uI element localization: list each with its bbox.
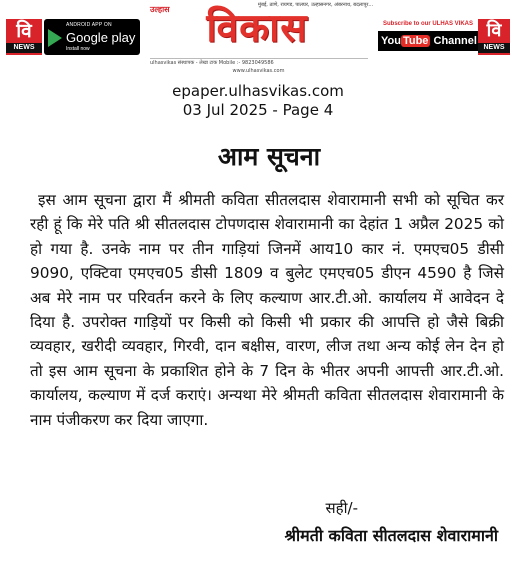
newspaper-header	[0, 0, 516, 76]
signatory-name: श्रीमती कविता सीतलदास शेवारामानी	[284, 526, 498, 545]
ulhas-vikas-logo-right	[478, 19, 510, 55]
store-small-text: ANDROID APP ON	[66, 22, 112, 28]
youtube-channel-label: Channel	[433, 35, 477, 47]
logo-glyph: वि	[16, 20, 32, 42]
masthead-info-strip: ulhasvikas संस्थापक - लेखा टाक Mobile :- 9823049586	[150, 58, 368, 68]
masthead-tagline: मुंबई, ठाणे, रायगड, पालघर, उल्हासनगर, अंबरनाथ, बदलापूर...	[258, 2, 374, 8]
notice-title: आम सूचना	[217, 142, 321, 171]
google-play-icon	[48, 29, 62, 47]
app-download-ad[interactable]	[6, 19, 136, 55]
youtube-channel-badge[interactable]	[378, 31, 478, 51]
ulhas-vikas-logo	[6, 19, 42, 55]
youtube-icon: Tube	[402, 35, 429, 47]
logo-caption-right: NEWS	[478, 43, 510, 53]
youtube-subscribe-ad[interactable]	[378, 19, 510, 55]
masthead	[146, 0, 374, 76]
store-name: Google play	[66, 30, 136, 45]
subscribe-text: Subscribe to our ULHAS VIKAS	[382, 21, 473, 27]
edition-info	[0, 82, 516, 120]
masthead-title: विकास	[206, 6, 308, 51]
youtube-you: You	[381, 35, 401, 47]
epaper-site-url[interactable]: epaper.ulhasvikas.com	[172, 82, 344, 100]
masthead-small-title: उल्हास	[150, 4, 170, 14]
edition-date-page: 03 Jul 2025 - Page 4	[182, 101, 334, 119]
signature-label: सही/-	[325, 499, 358, 517]
masthead-url[interactable]: www.ulhasvikas.com	[232, 68, 285, 74]
public-notice	[30, 126, 508, 564]
logo-glyph-right: वि	[486, 20, 502, 41]
store-note: Install now	[66, 46, 90, 52]
notice-body: इस आम सूचना द्वारा मैं श्रीमती कविता सीतलदास शेवारामानी सभी को सूचित कर रही हूं कि मेरे पति श्री सीतलदास टोपणदास शेवारामानी का देहांत 1 अप्रैल 2025 को हो गया है. उनके नाम पर तीन गाड़ियां जिनमें आय10 कार नं. एमएच05 डीसी 9090, एक्टिवा एमएच05 डीसी 1809 व बुलेट एमएच05 डीएन 4590 है जिसे अब मेरे नाम पर परिवर्तन करने के लिए कल्याण आर.टी.ओ. कार्यालय में आवेदन दे दिया है. उपरोक्त गाड़ियों पर किसी को किसी भी प्रकार की आपत्ति हो जैसे बिक्री व्यवहार, खरीदी व्यवहार, गिरवी, दान बक्षीस, वारण, लीज तथा अन्य कोई लेन देन हो तो इस आम सूचना के प्रकाशित होने के 7 दिन के भीतर अपनी आपत्ती आर.टी.ओ. कार्यालय, कल्याण में दर्ज कराएं। अन्यथा मेरे श्रीमती कविता सीतलदास शेवारामानी के नाम पंजीकरण कर दिया जाएगा.	[30, 191, 504, 429]
google-play-badge[interactable]	[44, 19, 140, 55]
logo-caption: NEWS	[6, 43, 42, 53]
